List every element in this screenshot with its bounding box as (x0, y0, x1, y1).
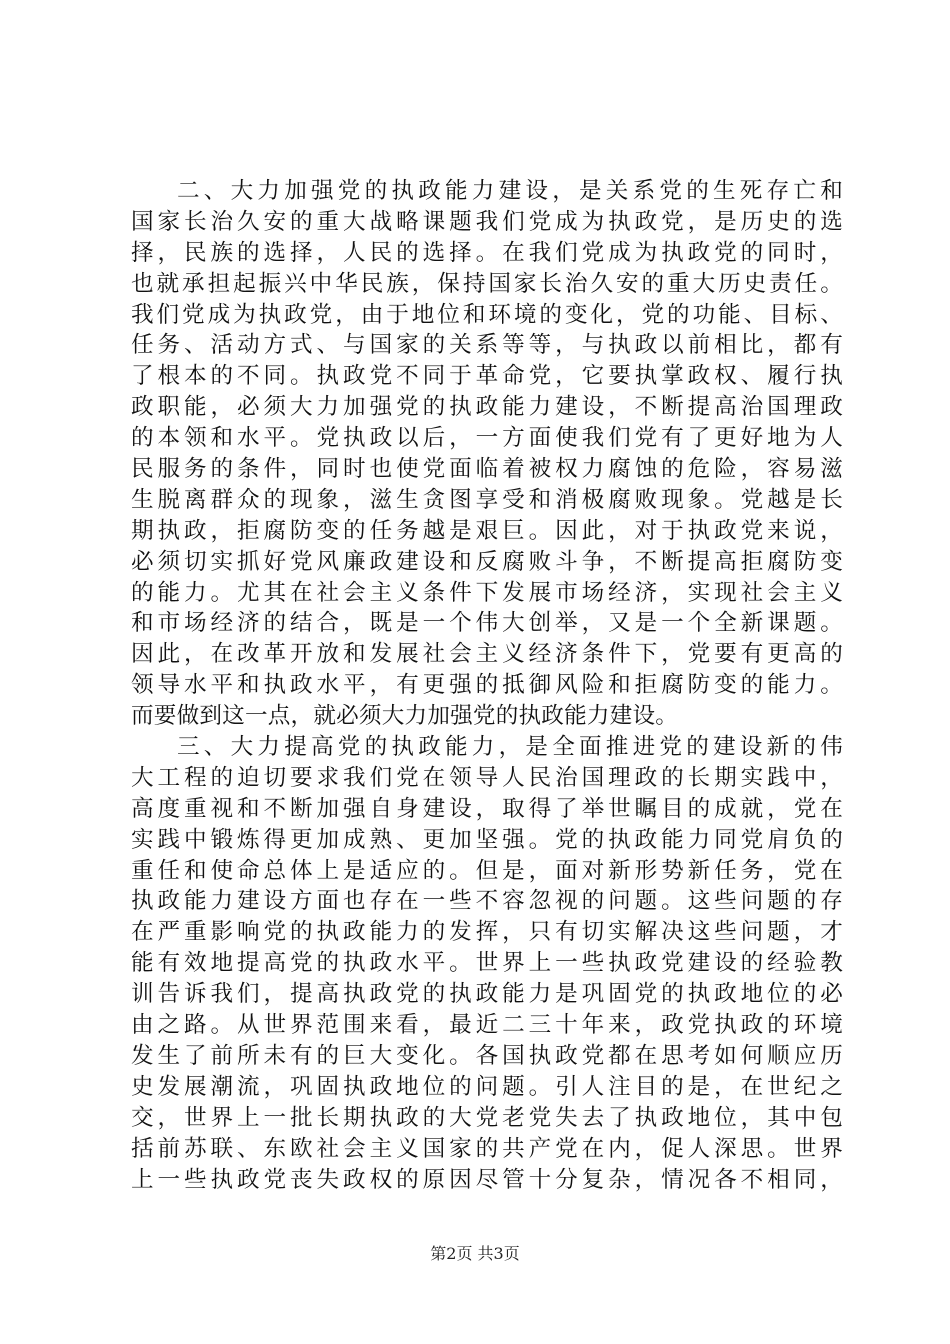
page-footer (0, 1244, 950, 1264)
text-line: 因此，在改革开放和发展社会主义经济条件下，党要有更高的 (131, 641, 843, 668)
text-line: 训告诉我们，提高执政党的执政能力是巩固党的执政地位的必 (131, 981, 843, 1008)
text-line: 任务、活动方式、与国家的关系等等，与执政以前相比，都有 (131, 332, 843, 359)
text-line: 大工程的迫切要求我们党在领导人民治国理政的长期实践中， (131, 764, 843, 791)
body-text (131, 176, 843, 1195)
text-line: 三、大力提高党的执政能力，是全面推进党的建设新的伟 (177, 734, 843, 761)
text-line: 执政能力建设方面也存在一些不容忽视的问题。这些问题的存 (131, 888, 843, 915)
text-line: 括前苏联、东欧社会主义国家的共产党在内，促人深思。世界 (131, 1135, 843, 1162)
text-line: 的能力。尤其在社会主义条件下发展市场经济，实现社会主义 (131, 579, 843, 606)
text-line: 高度重视和不断加强自身建设，取得了举世瞩目的成就，党在 (131, 795, 843, 822)
text-line: 领导水平和执政水平，有更强的抵御风险和拒腐防变的能力。 (131, 672, 843, 699)
text-line: 史发展潮流，巩固执政地位的问题。引人注目的是，在世纪之 (131, 1073, 843, 1100)
text-line: 发生了前所未有的巨大变化。各国执政党都在思考如何顺应历 (131, 1042, 843, 1069)
page-number-label: 第2页 共3页 (430, 1244, 520, 1263)
text-line: 重任和使命总体上是适应的。但是，面对新形势新任务，党在 (131, 857, 843, 884)
text-line: 国家长治久安的重大战略课题我们党成为执政党，是历史的选 (131, 208, 843, 235)
text-line: 择，民族的选择，人民的选择。在我们党成为执政党的同时， (131, 239, 843, 266)
text-line: 二、大力加强党的执政能力建设，是关系党的生死存亡和 (177, 178, 843, 204)
text-line: 政职能，必须大力加强党的执政能力建设，不断提高治国理政 (131, 394, 843, 421)
text-line: 和市场经济的结合，既是一个伟大创举，又是一个全新课题。 (131, 610, 843, 637)
text-line: 生脱离群众的现象，滋生贪图享受和消极腐败现象。党越是长 (131, 486, 843, 513)
text-line: 了根本的不同。执政党不同于革命党，它要执掌政权、履行执 (131, 363, 843, 390)
text-line: 民服务的条件，同时也使党面临着被权力腐蚀的危险，容易滋 (131, 456, 843, 483)
text-line: 交，世界上一批长期执政的大党老党失去了执政地位，其中包 (131, 1104, 843, 1131)
text-line: 也就承担起振兴中华民族，保持国家长治久安的重大历史责任。 (131, 270, 843, 297)
text-line: 必须切实抓好党风廉政建设和反腐败斗争，不断提高拒腐防变 (131, 548, 843, 575)
text-line: 在严重影响党的执政能力的发挥，只有切实解决这些问题，才 (131, 919, 843, 946)
text-line: 而要做到这一点，就必须大力加强党的执政能力建设。 (131, 703, 679, 730)
text-line: 的本领和水平。党执政以后，一方面使我们党有了更好地为人 (131, 425, 843, 452)
text-line: 由之路。从世界范围来看，最近二三十年来，政党执政的环境 (131, 1012, 843, 1039)
text-line: 能有效地提高党的执政水平。世界上一些执政党建设的经验教 (131, 950, 843, 977)
text-line: 上一些执政党丧失政权的原因尽管十分复杂，情况各不相同， (131, 1166, 843, 1193)
text-line: 我们党成为执政党，由于地位和环境的变化，党的功能、目标、 (131, 301, 843, 328)
text-line: 实践中锻炼得更加成熟、更加坚强。党的执政能力同党肩负的 (131, 826, 843, 853)
text-line: 期执政，拒腐防变的任务越是艰巨。因此，对于执政党来说， (131, 517, 843, 544)
